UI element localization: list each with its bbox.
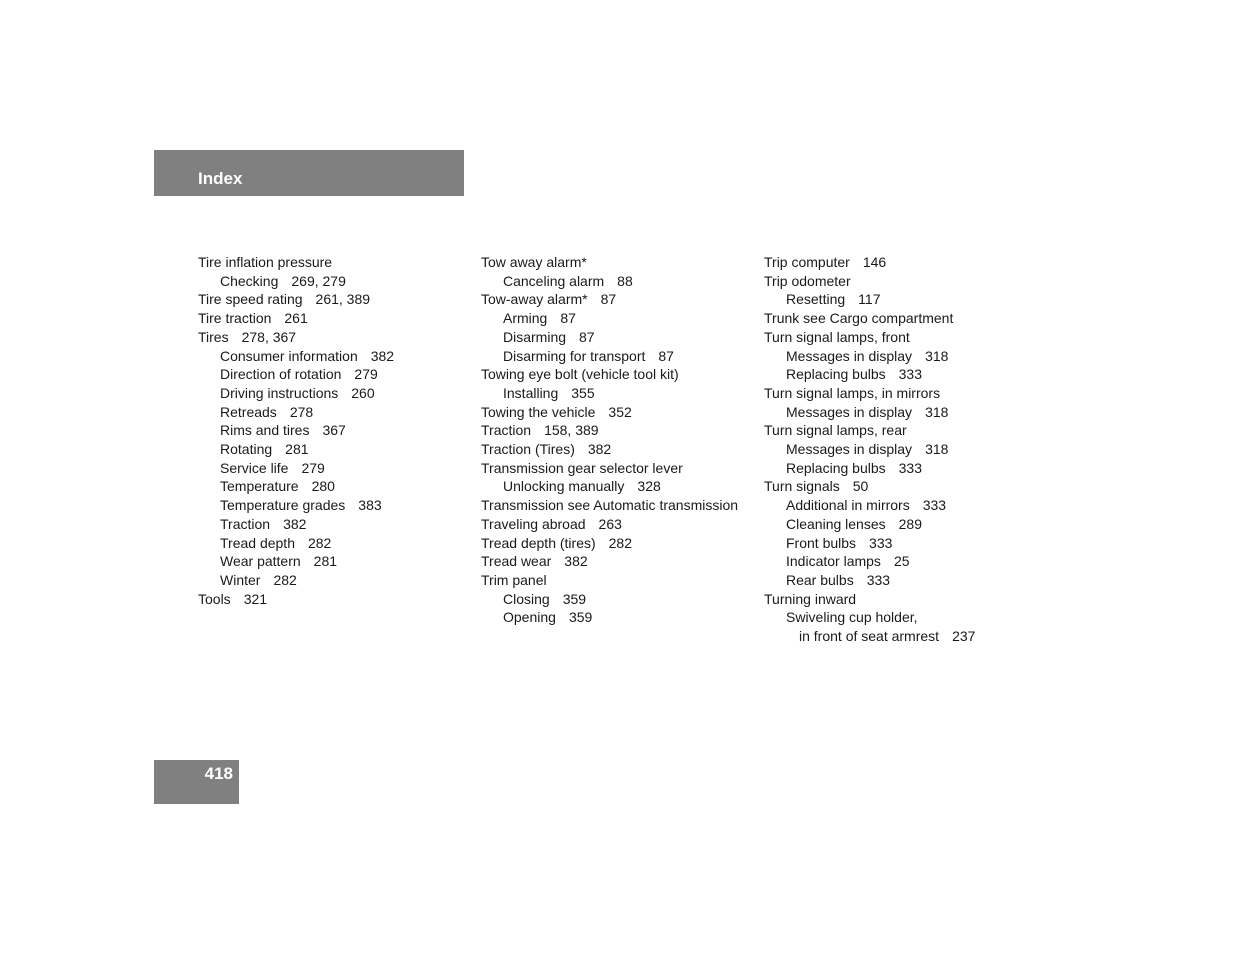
- index-entry: [481, 272, 761, 291]
- index-entry: [481, 253, 761, 272]
- index-entry: [764, 290, 1044, 309]
- index-entry-page: 328: [637, 478, 661, 495]
- index-entry-term: Messages in display: [786, 403, 913, 420]
- index-entry: [764, 309, 1044, 328]
- index-entry-term: Winter: [220, 571, 261, 588]
- index-entry: [764, 534, 1044, 553]
- index-entry: [198, 459, 478, 478]
- index-entry-term: Tools: [198, 590, 231, 607]
- index-entry-page: 281: [313, 553, 338, 570]
- index-entry-term: Replacing bulbs: [786, 366, 886, 383]
- index-entry-page: 383: [358, 497, 382, 514]
- index-entry-page: 282: [273, 571, 297, 588]
- index-entry-term: Trunk see Cargo compartment: [764, 310, 954, 327]
- index-entry-page: 333: [922, 497, 947, 514]
- index-entry-term: Installing: [503, 384, 559, 401]
- index-entry-page: 269, 279: [291, 272, 346, 289]
- index-entry-term: Trip odometer: [764, 272, 851, 289]
- index-entry-page: 282: [307, 534, 332, 551]
- index-entry: [764, 328, 1044, 347]
- index-entry: [481, 290, 761, 309]
- index-entry: [481, 365, 761, 384]
- index-entry: [198, 552, 478, 571]
- index-entry: [198, 403, 478, 422]
- index-entry-term: Traveling abroad: [481, 515, 586, 532]
- index-entry-term: Transmission see Automatic transmission: [481, 497, 739, 514]
- index-entry: [198, 496, 478, 515]
- index-entry-term: Rotating: [220, 441, 273, 458]
- index-entry-term: Disarming: [503, 328, 567, 345]
- index-entry-term: Consumer information: [220, 347, 358, 364]
- index-entry-term: Tow away alarm*: [481, 254, 587, 270]
- index-entry: [764, 496, 1044, 515]
- index-entry: [764, 627, 1044, 646]
- index-entry-term: Arming: [503, 310, 548, 327]
- index-entry: [764, 590, 1044, 609]
- index-header-bar: [154, 150, 464, 196]
- index-entry: [198, 477, 478, 496]
- index-entry: [481, 477, 761, 496]
- index-entry-page: 88: [617, 272, 633, 289]
- index-entry-term: Checking: [220, 272, 279, 289]
- index-entry: [764, 459, 1044, 478]
- index-entry: [764, 347, 1044, 366]
- index-entry-page: 318: [925, 347, 949, 364]
- page-title: Index: [198, 169, 243, 188]
- index-entry-page: 333: [898, 459, 922, 476]
- index-entry-page: 333: [869, 534, 893, 551]
- index-entry-term: Tires: [198, 328, 229, 345]
- index-entry-page: 260: [351, 384, 375, 401]
- index-entry-page: 352: [608, 403, 632, 420]
- index-entry-term: Direction of rotation: [220, 366, 342, 383]
- index-entry-term: Retreads: [220, 403, 277, 420]
- index-entry: [481, 440, 761, 459]
- index-entry-page: 367: [322, 422, 346, 439]
- index-entry-term: Unlocking manually: [503, 478, 625, 495]
- index-entry-page: 280: [311, 478, 335, 495]
- index-entry-page: 146: [862, 254, 887, 270]
- index-entry-term: Temperature: [220, 478, 299, 495]
- index-entry-page: 279: [354, 366, 378, 383]
- index-entry-term: Turning inward: [764, 590, 857, 607]
- index-entry: [198, 365, 478, 384]
- index-entry-term: Tread wear: [481, 553, 552, 570]
- page-number: 418: [204, 764, 233, 783]
- index-entry: [764, 365, 1044, 384]
- index-entry: [198, 515, 478, 534]
- index-entry-term: Tire speed rating: [198, 291, 303, 308]
- index-entry: [764, 253, 1044, 272]
- index-entry-page: 279: [301, 459, 325, 476]
- index-entry-term: Cleaning lenses: [786, 515, 886, 532]
- index-entry-term: Temperature grades: [220, 497, 346, 514]
- index-entry-page: 382: [370, 347, 395, 364]
- index-entry-term: Indicator lamps: [786, 553, 881, 570]
- index-entry-term: Traction: [220, 515, 271, 532]
- index-entry: [764, 571, 1044, 590]
- index-entry-page: 117: [858, 291, 881, 308]
- index-entry: [198, 309, 478, 328]
- index-entry-term: Tread depth (tires): [481, 534, 596, 551]
- index-entry-term: Messages in display: [786, 347, 913, 364]
- index-entry: [764, 608, 1044, 627]
- index-entry-term: Transmission gear selector lever: [481, 459, 683, 476]
- index-entry: [481, 496, 761, 515]
- index-entry: [764, 515, 1044, 534]
- index-entry-page: 382: [564, 553, 588, 570]
- index-entry: [198, 328, 478, 347]
- index-entry: [764, 403, 1044, 422]
- index-entry-term: Turn signal lamps, rear: [764, 422, 907, 439]
- index-entry-page: 355: [571, 384, 595, 401]
- index-entry-page: 359: [562, 590, 587, 607]
- index-entry: [481, 571, 761, 590]
- index-entry-page: 333: [866, 571, 891, 588]
- index-entry: [764, 440, 1044, 459]
- index-entry: [198, 347, 478, 366]
- index-entry-page: 237: [952, 628, 976, 645]
- index-entry: [481, 459, 761, 478]
- page-number-box: [154, 760, 239, 804]
- index-entry: [198, 253, 478, 272]
- index-entry-term: Towing the vehicle: [481, 403, 596, 420]
- index-entry-page: 261, 389: [315, 291, 371, 308]
- index-entry-page: 321: [243, 590, 268, 607]
- index-entry-page: 25: [893, 553, 910, 570]
- index-entry-page: 263: [598, 515, 622, 532]
- index-entry-page: 261: [284, 310, 308, 327]
- index-entry: [481, 403, 761, 422]
- index-entry-term: Additional in mirrors: [786, 497, 910, 514]
- index-entry-term: Replacing bulbs: [786, 459, 886, 476]
- index-entry: [481, 328, 761, 347]
- index-entry-term: Driving instructions: [220, 384, 339, 401]
- index-entry-term: Service life: [220, 459, 289, 476]
- index-entry-page: 318: [925, 403, 949, 420]
- index-entry: [481, 421, 761, 440]
- index-entry-term: Tire inflation pressure: [198, 254, 333, 270]
- index-entry: [198, 384, 478, 403]
- index-entry-term: Closing: [503, 590, 550, 607]
- index-entry-term: Turn signal lamps, front: [764, 328, 910, 345]
- index-entry: [764, 421, 1044, 440]
- index-entry: [481, 552, 761, 571]
- index-entry-page: 87: [600, 291, 617, 308]
- index-entry-page: 281: [285, 441, 309, 458]
- index-entry-page: 282: [608, 534, 632, 551]
- index-entry-term: Tire traction: [198, 310, 272, 327]
- index-entry-term: Rims and tires: [220, 422, 310, 439]
- index-entry: [481, 309, 761, 328]
- index-entry-term: Disarming for transport: [503, 347, 646, 364]
- index-entry-term: Rear bulbs: [786, 571, 854, 588]
- index-entry-term: Traction (Tires): [481, 441, 575, 458]
- index-entry-page: 158, 389: [544, 422, 599, 439]
- index-entry: [198, 571, 478, 590]
- index-entry: [764, 552, 1044, 571]
- index-entry: [198, 290, 478, 309]
- index-entry-page: 318: [925, 441, 949, 458]
- index-entry: [481, 515, 761, 534]
- index-entry-term: Trim panel: [481, 571, 547, 588]
- index-entry-term: Tow-away alarm*: [481, 291, 588, 308]
- index-entry-term: Swiveling cup holder,: [786, 609, 918, 626]
- index-entry: [198, 590, 478, 609]
- index-entry: [198, 272, 478, 291]
- index-entry-page: 359: [568, 609, 593, 626]
- index-entry-term: Front bulbs: [786, 534, 857, 551]
- index-entry-page: 87: [579, 328, 595, 345]
- index-entry: [764, 477, 1044, 496]
- index-entry-page: 278, 367: [241, 328, 297, 345]
- index-column-3: [764, 253, 1044, 646]
- index-entry: [198, 534, 478, 553]
- index-entry-page: 87: [658, 347, 674, 364]
- index-entry-term: Turn signals: [764, 478, 840, 495]
- index-entry-term: Resetting: [786, 291, 846, 308]
- index-column-2: [481, 253, 761, 627]
- index-entry-term: in front of seat armrest: [799, 628, 940, 645]
- index-entry-term: Tread depth: [220, 534, 295, 551]
- index-entry-term: Canceling alarm: [503, 272, 605, 289]
- index-entry-term: Messages in display: [786, 441, 913, 458]
- index-entry: [764, 272, 1044, 291]
- index-entry: [764, 384, 1044, 403]
- index-entry-term: Towing eye bolt (vehicle tool kit): [481, 366, 679, 383]
- index-entry-term: Opening: [503, 609, 556, 626]
- index-entry: [481, 590, 761, 609]
- index-entry-page: 382: [283, 515, 307, 532]
- index-entry: [481, 534, 761, 553]
- index-entry-page: 289: [898, 515, 922, 532]
- index-entry-page: 382: [587, 441, 612, 458]
- index-entry: [198, 440, 478, 459]
- index-entry: [198, 421, 478, 440]
- index-entry: [481, 384, 761, 403]
- index-entry-page: 333: [898, 366, 922, 383]
- index-entry-term: Traction: [481, 422, 532, 439]
- index-entry: [481, 608, 761, 627]
- index-entry: [481, 347, 761, 366]
- index-column-1: [198, 253, 478, 608]
- index-entry-page: 278: [289, 403, 314, 420]
- index-entry-term: Trip computer: [764, 254, 850, 270]
- index-entry-term: Wear pattern: [220, 553, 301, 570]
- index-entry-page: 50: [852, 478, 869, 495]
- index-entry-page: 87: [560, 310, 576, 327]
- index-entry-term: Turn signal lamps, in mirrors: [764, 384, 941, 401]
